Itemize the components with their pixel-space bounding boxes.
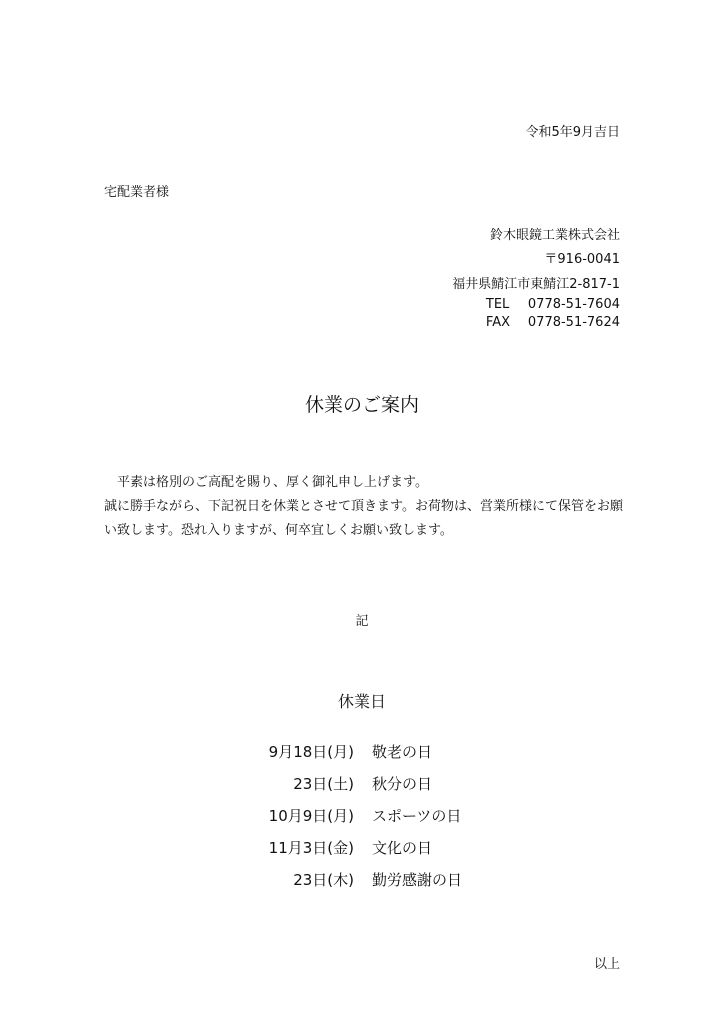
sender-fax — [486, 315, 620, 331]
holiday-heading: 休業日 — [337, 692, 386, 711]
tel-label: TEL — [485, 297, 510, 312]
fax-label: FAX — [485, 315, 510, 330]
tel-number: 0778-51-7604 — [527, 297, 620, 312]
body-paragraph-1-text: 平素は格別のご高配を賜り、厚く御礼申し上げます。 — [117, 475, 428, 490]
holiday-name: 文化の日 — [372, 839, 433, 857]
holiday-row — [220, 870, 462, 890]
body-paragraph-1 — [104, 471, 624, 495]
document-title: 休業のご案内 — [304, 394, 419, 416]
sender-postal-code: 〒916-0041 — [544, 252, 620, 267]
body-paragraph-2-line-2: い致します。恐れ入りますが、何卒宜しくお願い致します。 — [104, 523, 453, 538]
holiday-row — [220, 838, 432, 858]
holiday-row — [220, 806, 461, 826]
holiday-row — [220, 774, 432, 794]
holiday-date: 23日(土) — [293, 775, 354, 793]
holiday-name: スポーツの日 — [372, 807, 462, 825]
holiday-date: 10月9日(月) — [268, 807, 354, 825]
addressee: 宅配業者様 — [104, 185, 170, 200]
holiday-name: 秋分の日 — [372, 775, 433, 793]
holiday-date: 23日(木) — [293, 871, 354, 889]
holiday-name: 敬老の日 — [372, 743, 433, 761]
body-paragraph-2-line-1: 誠に勝手ながら、下記祝日を休業とさせて頂きます。お荷物は、営業所様にて保管をお願 — [104, 499, 623, 514]
sender-tel — [486, 297, 620, 313]
body-paragraph-2 — [104, 495, 624, 543]
sender-address: 福井県鯖江市東鯖江2-817-1 — [452, 277, 620, 292]
holiday-name: 勤労感謝の日 — [372, 871, 463, 889]
closing-mark: 以上 — [593, 957, 620, 972]
fax-number: 0778-51-7624 — [527, 315, 620, 330]
document-date: 令和5年9月吉日 — [525, 125, 620, 140]
ki-marker: 記 — [355, 614, 369, 629]
sender-company: 鈴木眼鏡工業株式会社 — [489, 228, 620, 243]
holiday-date: 11月3日(金) — [268, 839, 354, 857]
holiday-date: 9月18日(月) — [268, 743, 354, 761]
holiday-row — [220, 742, 432, 762]
